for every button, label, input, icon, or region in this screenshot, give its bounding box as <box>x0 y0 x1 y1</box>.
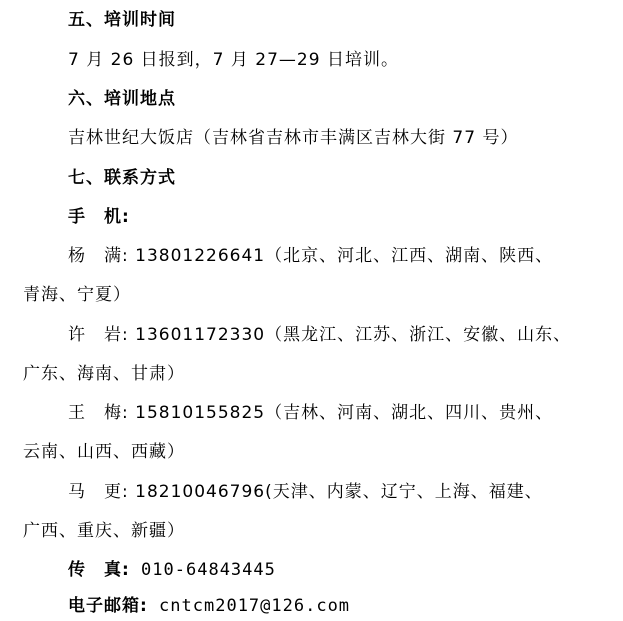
section-5-title: 五、培训时间 <box>68 10 176 30</box>
contact-line <box>68 480 543 504</box>
contact-continuation: 青海、宁夏） <box>23 285 131 305</box>
contact-phone-and-regions: 13801226641（北京、河北、江西、湖南、陕西、 <box>128 246 554 266</box>
contact-line <box>68 323 571 347</box>
email-address[interactable]: cntcm2017@126.com <box>147 596 351 616</box>
section-7-title: 七、联系方式 <box>68 168 176 188</box>
mobile-label: 手 机: <box>68 207 130 227</box>
section-5-text: 7 月 26 日报到，7 月 27—29 日培训。 <box>68 50 399 70</box>
contact-phone-and-regions: 15810155825（吉林、河南、湖北、四川、贵州、 <box>128 403 554 423</box>
section-6-title: 六、培训地点 <box>68 89 176 109</box>
contact-name: 马 更: <box>68 482 129 502</box>
section-6-text: 吉林世纪大饭店（吉林省吉林市丰满区吉林大街 77 号） <box>68 128 519 148</box>
contact-name: 杨 满: <box>68 246 129 266</box>
contact-line <box>68 244 553 268</box>
fax-number: 010-64843445 <box>129 560 276 580</box>
contact-continuation: 广东、海南、甘肃） <box>23 364 185 384</box>
fax-line <box>68 558 276 582</box>
fax-label: 传 真: <box>68 560 130 580</box>
email-line <box>68 594 350 618</box>
contact-continuation: 广西、重庆、新疆） <box>23 521 185 541</box>
contact-name: 王 梅: <box>68 403 129 423</box>
contact-phone-and-regions: 18210046796(天津、内蒙、辽宁、上海、福建、 <box>128 482 543 502</box>
contact-name: 许 岩: <box>68 325 129 345</box>
contact-phone-and-regions: 13601172330（黑龙江、江苏、浙江、安徽、山东、 <box>128 325 572 345</box>
email-label: 电子邮箱: <box>68 596 148 616</box>
contact-continuation: 云南、山西、西藏） <box>23 442 185 462</box>
contact-line <box>68 401 553 425</box>
